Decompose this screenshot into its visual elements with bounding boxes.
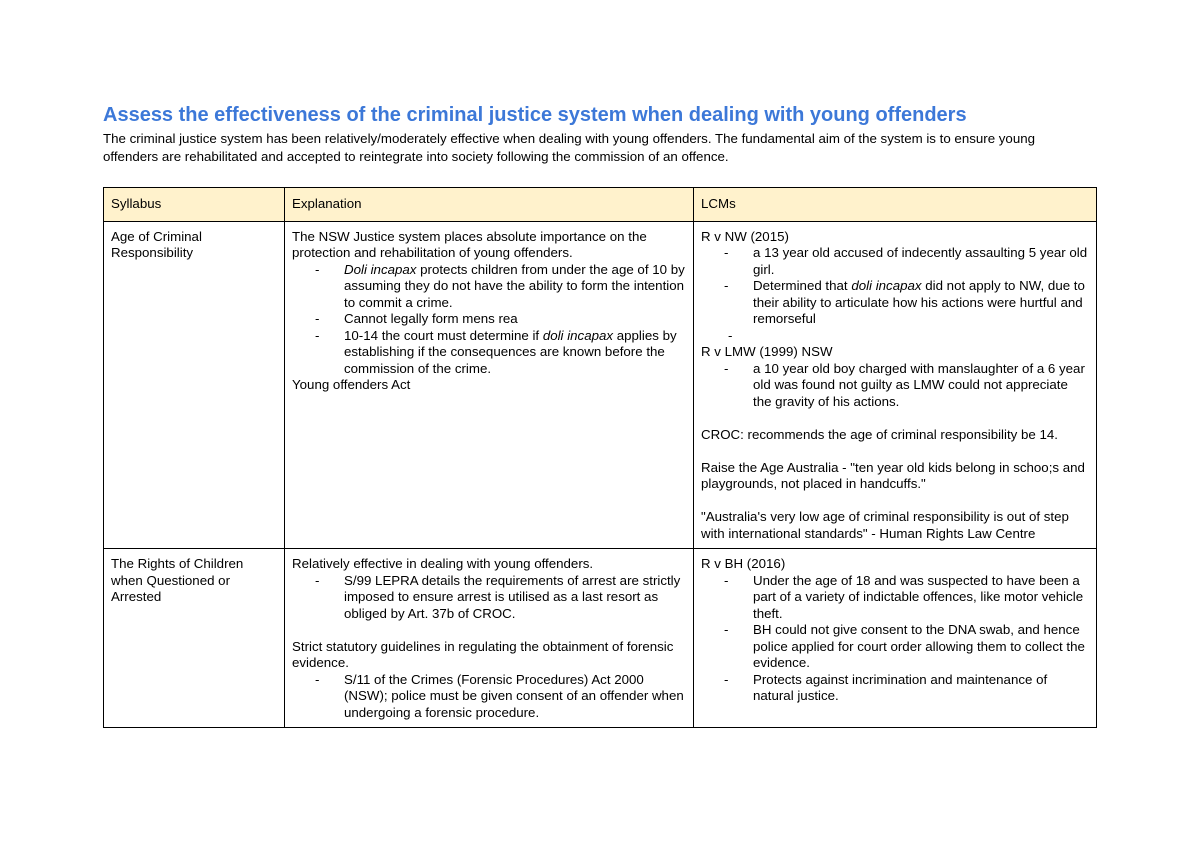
header-syllabus: Syllabus xyxy=(104,188,285,222)
header-explanation: Explanation xyxy=(285,188,694,222)
explanation-cell xyxy=(285,549,694,728)
hrlc-quote: "Australia's very low age of criminal responsibility is out of step with international standards" - Human Rights Law Centre xyxy=(701,509,1069,541)
list-item-text: 10-14 the court must determine if xyxy=(344,327,543,343)
croc-note: CROC: recommends the age of criminal responsibility be 14. xyxy=(701,426,1058,442)
intro-paragraph: The criminal justice system has been relatively/moderately effective when dealing with young offenders. The fundamental aim of the system is to ensure young offenders are rehabilitated and accepted to reintegrate into society following the commission of an offence. xyxy=(103,131,1036,164)
empty-list-dash: - xyxy=(728,327,733,343)
list-item: - Under the age of 18 and was suspected to have been a part of a variety of indictable offences, like motor vehicle theft. xyxy=(701,573,1089,623)
list-item: - S/99 LEPRA details the requirements of arrest are strictly imposed to ensure arrest is utilised as a last resort as obliged by Art. 37b of CROC. xyxy=(292,573,686,623)
list-item: - Cannot legally form mens rea xyxy=(292,311,686,328)
list-item: - a 10 year old boy charged with manslaughter of a 6 year old was found not guilty as LMW could not appreciate the gravity of his actions. xyxy=(701,361,1089,411)
content-table xyxy=(103,187,1097,728)
emphasis-text: doli incapax xyxy=(851,278,922,293)
syllabus-text: Age of Criminal Responsibility xyxy=(111,228,202,260)
case-list xyxy=(701,361,1089,411)
header-lcms: LCMs xyxy=(694,188,1097,222)
list-item-text: applies by establishing if the consequences are known before the commission of the crime. xyxy=(344,327,677,376)
explanation-list xyxy=(292,573,686,623)
table-row xyxy=(104,549,1097,728)
syllabus-cell xyxy=(104,221,285,549)
table-row xyxy=(104,221,1097,549)
case-title: R v NW (2015) xyxy=(701,228,789,244)
emphasis-text: doli incapax xyxy=(542,327,614,343)
explanation-list xyxy=(292,262,686,378)
raise-the-age-quote: Raise the Age Australia - "ten year old kids belong in schoo;s and playgrounds, not placed in handcuffs." xyxy=(701,459,1085,491)
list-item: - a 13 year old accused of indecently assaulting 5 year old girl. xyxy=(701,245,1089,278)
list-item-text: did not apply to NW, due to their ability to articulate how his actions were hurtful and remorseful xyxy=(753,278,1085,326)
list-item xyxy=(292,262,686,312)
case-title: R v LMW (1999) NSW xyxy=(701,344,833,359)
syllabus-cell xyxy=(104,549,285,728)
explanation-lead: Relatively effective in dealing with young offenders. xyxy=(292,556,594,571)
lcms-cell xyxy=(694,549,1097,728)
list-item xyxy=(292,328,686,378)
explanation-tail: Young offenders Act xyxy=(292,377,411,392)
explanation-list xyxy=(292,672,686,722)
list-item: - S/11 of the Crimes (Forensic Procedures) Act 2000 (NSW); police must be given consent of an offender when undergoing a forensic procedure. xyxy=(292,672,686,722)
list-item xyxy=(701,278,1089,328)
case-list xyxy=(701,245,1089,328)
list-item: - Protects against incrimination and maintenance of natural justice. xyxy=(701,672,1089,705)
case-title: R v BH (2016) xyxy=(701,556,786,571)
emphasis-text: Doli incapax xyxy=(344,261,417,277)
list-item: - BH could not give consent to the DNA swab, and hence police applied for court order allowing them to collect the evidence. xyxy=(701,622,1089,672)
list-item-text: protects children from under the age of 10 by assuming they do not have the ability to form the intention to commit a crime. xyxy=(344,261,685,310)
page-title: Assess the effectiveness of the criminal justice system when dealing with young offenders xyxy=(103,104,967,126)
lcms-cell xyxy=(694,221,1097,549)
explanation-lead: The NSW Justice system places absolute importance on the protection and rehabilitation of young offenders. xyxy=(292,228,647,260)
explanation-cell xyxy=(285,221,694,549)
explanation-lead: Strict statutory guidelines in regulating the obtainment of forensic evidence. xyxy=(292,638,674,670)
case-list xyxy=(701,573,1089,705)
document-page xyxy=(103,100,1096,720)
table-header-row xyxy=(104,188,1097,222)
list-item-text: Determined that xyxy=(753,278,852,293)
syllabus-text: The Rights of Children when Questioned or Arrested xyxy=(111,556,244,604)
